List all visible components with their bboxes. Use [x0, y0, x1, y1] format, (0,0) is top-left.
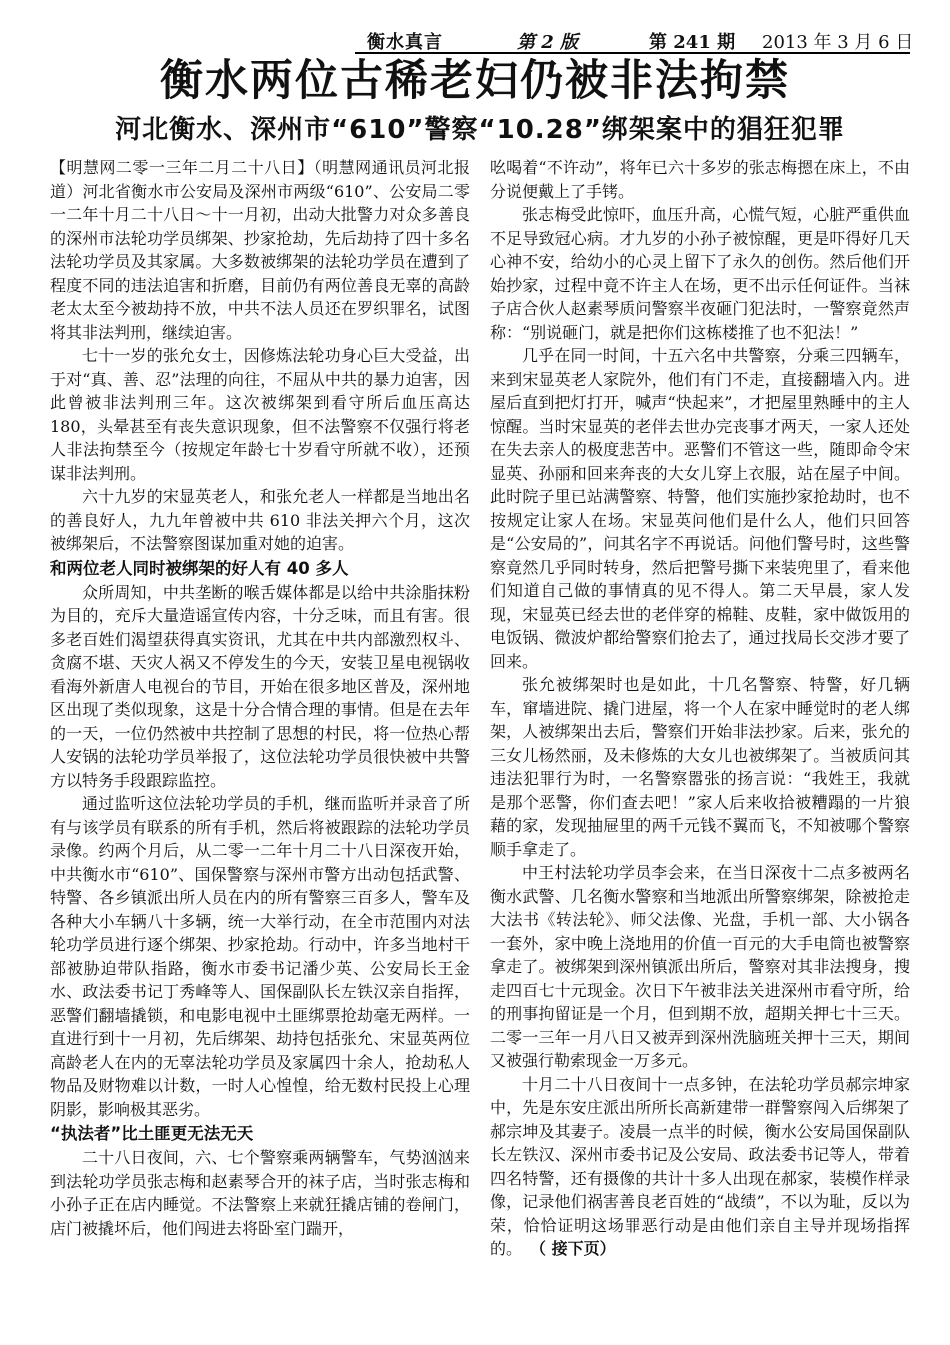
paragraph: 七十一岁的张允女士，因修炼法轮功身心巨大受益，出于对“真、善、忍”法理的向往，不屈从中共的暴力迫害，因此曾被非法判刑三年。这次被绑架到看守所后血压高达 180，头晕甚至有丧失意识现象，但不法警察不仅强行将老人非法拘禁至今（按规定年龄七十岁看守所就不收），还预谋非法判刑。	[50, 346, 470, 483]
newspaper-name: 衡水真言	[367, 32, 443, 53]
continued-on-next-page: （ 接下页）	[538, 1239, 616, 1258]
paragraph: 众所周知，中共垄断的喉舌媒体都是以给中共涂脂抹粉为目的，充斥大量造谣宣传内容，十分乏味，而且有害。很多老百姓们渴望获得真实资讯，尤其在中共内部激烈权斗、贪腐不堪、天灾人祸又不停发生的今天，安装卫星电视锅收看海外新唐人电视台的节目，开始在很多地区普及，深州地区出现了类似现象，这是十分合情合理的事情。但是在去年的一天，一位仍然被中共控制了思想的村民，将一位热心帮人安锅的法轮功学员举报了，这位法轮功学员很快被中共警方以特务手段跟踪监控。	[50, 582, 470, 790]
page-number: 第 2 版	[517, 32, 579, 53]
section-heading: 和两位老人同时被绑架的好人有 40 多人	[50, 558, 349, 578]
issue-number: 第 241 期	[649, 32, 736, 53]
paragraph: 六十九岁的宋显英老人，和张允老人一样都是当地出名的善良好人，九九年曾被中共 610 非法关押六个月，这次被绑架后，不法警察图谋加重对她的迫害。	[50, 487, 470, 553]
subheadline: 河北衡水、深州市“610”警察“10.28”绑架案中的猖狂犯罪	[115, 115, 845, 145]
paragraph: 【明慧网二零一三年二月二十八日】（明慧网通讯员河北报道）河北省衡水市公安局及深州市两级“610”、公安局二零一二年十月二十八日～十一月初，出动大批警力对众多善良的深州市法轮功学员绑架、抄家抢劫，先后劫持了四十多名法轮功学员及其家属。大多数被绑架的法轮功学员在遭到了程度不同的违法追害和折磨，目前仍有两位善良无辜的高龄老太太至今被劫持不放，中共不法人员还在罗织罪名，试图将其非法判刑，继续迫害。	[50, 158, 470, 342]
paragraph: 通过监听这位法轮功学员的手机，继而监听并录音了所有与该学员有联系的所有手机，然后将被跟踪的法轮功学员录像。约两个月后，从二零一二年十月二十八日深夜开始，中共衡水市“610”、国保警察与深州市警方出动包括武警、特警、各乡镇派出所人员在内的所有警察三百多人，警车及各种大小车辆八十多辆，统一大举行动，在全市范围内对法轮功学员进行逐个绑架、抄家抢劫。行动中，许多当地村干部被胁迫带队指路，衡水市委书记潘少英、公安局长王金水、政法委书记丁秀峰等人、国保副队长左铁汉亲自指挥，恶警们翻墙撬锁，和电影电视中土匪绑票抢劫毫无两样。一直进行到十一月初，先后绑架、劫持包括张允、宋显英两位高龄老人在内的无辜法轮功学员及家属四十余人，抢劫私人物品及财物难以计数，一时人心惶惶，给无数村民投上心理阴影，影响极其恶劣。	[50, 794, 470, 1119]
paragraph: 几乎在同一时间，十五六名中共警察，分乘三四辆车，来到宋显英老人家院外，他们有门不走，直接翻墙入内。进屋后直到把灯打开，喊声“快起来”，才把屋里熟睡中的主人惊醒。当时宋显英的老伴去世办完丧事才两天，一家人还处在失去亲人的极度悲苦中。恶警们不管这一些，随即命令宋显英、孙丽和回来奔丧的大女儿穿上衣服，站在屋子中间。此时院子里已站满警察、特警，他们实施抄家抢劫时，也不按规定让家人在场。宋显英问他们是什么人，他们只回答是“公安局的”，问其名字不再说话。问他们警号时，这些警察竟然几乎同时转身，然后把警号撕下来装兜里了，看来他们知道自己做的事情真的见不得人。第二天早晨，家人发现，宋显英已经去世的老伴穿的棉鞋、皮鞋，家中做饭用的电饭锅、微波炉都给警察们抢去了，通过找局长交涉才要了回来。	[490, 346, 910, 671]
paragraph-text: 十月二十八日夜间十一点多钟，在法轮功学员郝宗坤家中，先是东安庄派出所所长高新建带一群警察闯入后绑架了郝宗坤及其妻子。凌晨一点半的时候，衡水公安局国保副队长左铁汉、深州市委书记及公安局、政法委书记等人，带着四名特警，还有摄像的共计十多人出现在郝家，装模作样录像，记录他们祸害善良老百姓的“战绩”，不以为耻，反以为荣，恰恰证明这场罪恶行动是由他们亲自主导并现场指挥的。	[490, 1074, 910, 1258]
paragraph: 二十八日夜间，六、七个警察乘两辆警车，气势汹汹来到法轮功学员张志梅和赵素琴合开的袜子店，当时张志梅和小孙子正在店内睡觉。不法警察上来就狂撬店铺的卷闸门，店门被撬坏后，他们闯进去将卧室门踹开，	[50, 1148, 470, 1238]
issue-date: 2013 年 3 月 6 日	[762, 32, 914, 53]
paragraph: 张志梅受此惊吓，血压升高，心慌气短，心脏严重供血不足导致冠心病。才九岁的小孙子被惊醒，更是吓得好几天心神不安，给幼小的心灵上留下了永久的创伤。然后他们开始抄家，过程中竟不许主人在场，更不出示任何证件。当袜子店合伙人赵素琴质问警察半夜砸门犯法时，一警察竟然声称：“别说砸门，就是把你们这栋楼推了也不犯法！”	[490, 205, 910, 342]
section-heading: “执法者”比土匪更无法无天	[50, 1124, 254, 1143]
paragraph: 吆喝着“不许动”，将年已六十多岁的张志梅摁在床上，不由分说便戴上了手铐。	[490, 158, 910, 201]
paragraph-last	[490, 1073, 910, 1261]
headline: 衡水两位古稀老妇仍被非法拘禁	[160, 56, 790, 106]
article-column-left	[50, 156, 470, 1240]
masthead	[355, 26, 914, 53]
paragraph: 张允被绑架时也是如此，十几名警察、特警，好几辆车，窜墙进院、撬门进屋，将一个人在家中睡觉时的老人绑架，人被绑架出去后，警察们开始非法抄家。后来，张允的三女儿杨然丽，及未修炼的大女儿也被绑架了。当被质问其违法犯罪行为时，一名警察嚣张的扬言说：“我姓王，我就是那个恶警，你们查去吧！”家人后来收拾被糟蹋的一片狼藉的家，发现抽屉里的两千元钱不翼而飞，不知被哪个警察顺手拿走了。	[490, 675, 910, 859]
article-column-right	[490, 156, 910, 1261]
paragraph: 中王村法轮功学员李会来，在当日深夜十二点多被两名衡水武警、几名衡水警察和当地派出所警察绑架，除被抢走大法书《转法轮》、师父法像、光盘，手机一部、大小锅各一套外，家中晚上浇地用的价值一百元的大手电筒也被警察拿走了。被绑架到深州镇派出所后，警察对其非法搜身，搜走四百七十元现金。次日下午被非法关进深州市看守所，给的刑事拘留证是一个月，但到期不放，超期关押七十三天。二零一三年一月八日又被弄到深州洗脑班关押十三天，期间又被强行勒索现金一万多元。	[490, 863, 910, 1070]
